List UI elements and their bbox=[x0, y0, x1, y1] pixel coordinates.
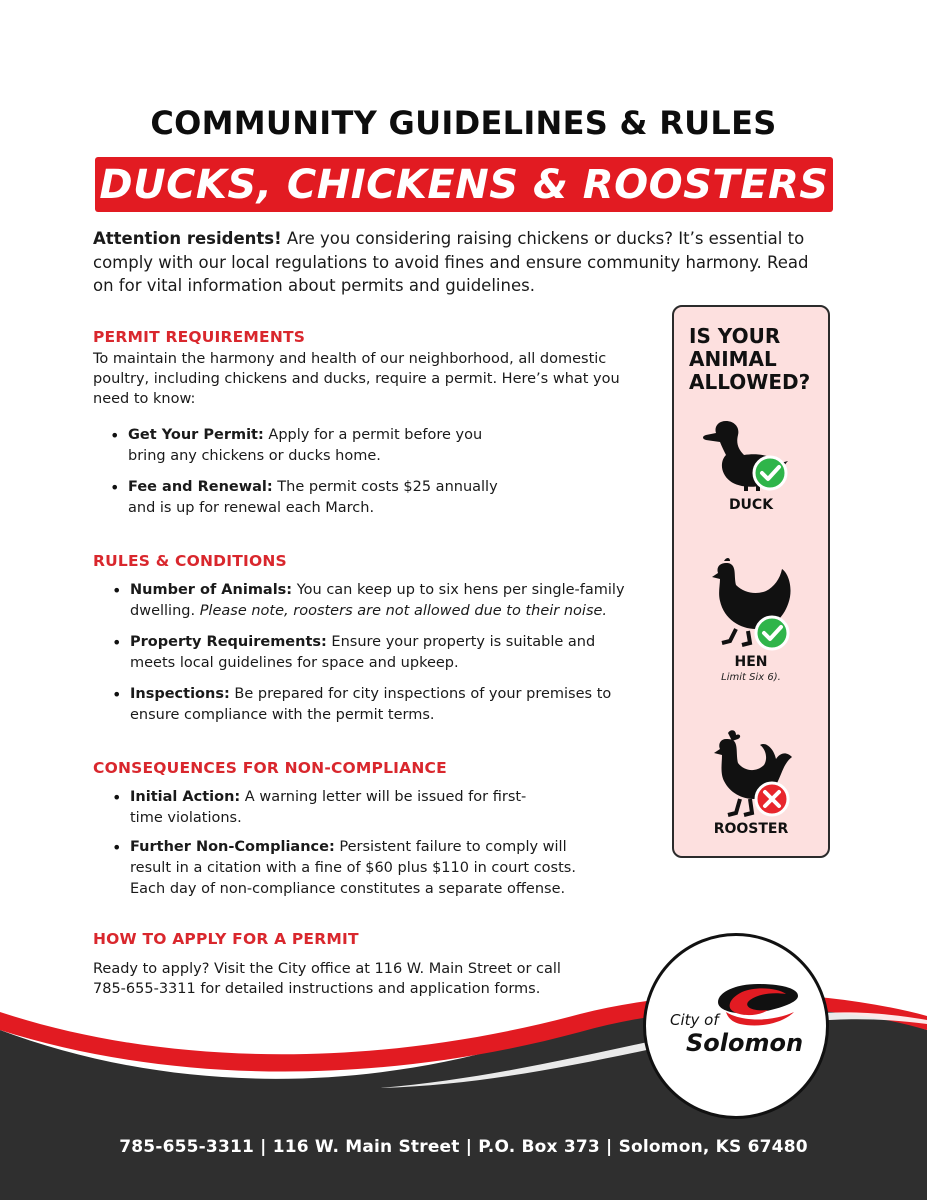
list-item bbox=[130, 580, 640, 622]
panel-title-line: ALLOWED? bbox=[689, 370, 811, 394]
animal-label: ROOSTER bbox=[713, 821, 789, 837]
panel-title-line: IS YOUR bbox=[689, 324, 781, 348]
rules-list bbox=[130, 580, 640, 726]
logo-swoosh-icon bbox=[712, 982, 804, 1030]
rooster-icon bbox=[696, 729, 806, 819]
page-title: COMMUNITY GUIDELINES & RULES bbox=[150, 104, 777, 142]
animal-rooster bbox=[674, 729, 828, 837]
logo-city-of: City of bbox=[670, 1011, 719, 1029]
item-text: The permit costs $25 annually and is up for renewal each March. bbox=[128, 479, 498, 516]
panel-title-line: ANIMAL bbox=[689, 347, 777, 371]
item-note: Please note, roosters are not allowed due to their noise. bbox=[199, 603, 608, 619]
item-label: Number of Animals: bbox=[130, 582, 293, 598]
rules-heading: RULES & CONDITIONS bbox=[93, 552, 287, 570]
item-text: Be prepared for city inspections of your premises to ensure compliance with the permit terms. bbox=[130, 686, 612, 723]
item-label: Property Requirements: bbox=[130, 634, 327, 650]
item-text: A warning letter will be issued for first-time violations. bbox=[130, 789, 527, 826]
city-logo bbox=[643, 933, 829, 1119]
list-item bbox=[130, 684, 630, 726]
intro-text: Are you considering raising chickens or ducks? It’s essential to comply with our local regulations to avoid fines and ensure community harmony. Read on for vital information about permits and guidelines. bbox=[93, 229, 809, 295]
item-label: Initial Action: bbox=[130, 789, 241, 805]
animal-label: HEN bbox=[734, 654, 768, 670]
list-item bbox=[130, 632, 610, 674]
animal-label: DUCK bbox=[728, 497, 774, 513]
animal-note: Limit Six 6). bbox=[721, 672, 781, 683]
consequences-heading: CONSEQUENCES FOR NON-COMPLIANCE bbox=[93, 759, 447, 777]
animal-duck bbox=[674, 413, 828, 513]
panel-title bbox=[689, 325, 810, 394]
check-icon bbox=[756, 617, 788, 649]
logo-name: Solomon bbox=[686, 1029, 804, 1057]
apply-heading: HOW TO APPLY FOR A PERMIT bbox=[93, 930, 359, 948]
intro-paragraph bbox=[93, 227, 833, 298]
item-text: You can keep up to six hens per single-family dwelling. bbox=[130, 582, 625, 619]
apply-body: Ready to apply? Visit the City office at 116 W. Main Street or call 785-655-3311 for detailed instructions and application forms. bbox=[93, 961, 561, 997]
item-text: Apply for a permit before you bring any chickens or ducks home. bbox=[128, 427, 483, 464]
permit-list bbox=[128, 425, 498, 519]
footer-contact: 785-655-3311 | 116 W. Main Street | P.O. Box 373 | Solomon, KS 67480 bbox=[119, 1137, 808, 1157]
item-label: Get Your Permit: bbox=[128, 427, 264, 443]
list-item bbox=[128, 477, 498, 519]
check-icon bbox=[754, 457, 786, 489]
animal-hen bbox=[674, 557, 828, 683]
allowed-animals-panel bbox=[672, 305, 830, 858]
intro-lead: Attention residents! bbox=[93, 229, 282, 248]
item-label: Further Non-Compliance: bbox=[130, 839, 335, 855]
permit-body: To maintain the harmony and health of our neighborhood, all domestic poultry, including chickens and ducks, require a permit. Here’s what you need to know: bbox=[93, 351, 620, 407]
duck-icon bbox=[696, 413, 806, 495]
consequences-list bbox=[130, 787, 590, 900]
item-label: Fee and Renewal: bbox=[128, 479, 273, 495]
item-text: Persistent failure to comply will result in a citation with a fine of $60 plus $110 in court costs. Each day of non-compliance constitutes a separate offense. bbox=[130, 839, 576, 897]
item-text: Ensure your property is suitable and meets local guidelines for space and upkeep. bbox=[130, 634, 596, 671]
list-item bbox=[128, 425, 498, 467]
list-item bbox=[130, 837, 590, 900]
title-banner: DUCKS, CHICKENS & ROOSTERS bbox=[95, 157, 833, 212]
hen-icon bbox=[696, 557, 806, 652]
list-item bbox=[130, 787, 540, 829]
item-label: Inspections: bbox=[130, 686, 230, 702]
permit-heading: PERMIT REQUIREMENTS bbox=[93, 328, 306, 346]
